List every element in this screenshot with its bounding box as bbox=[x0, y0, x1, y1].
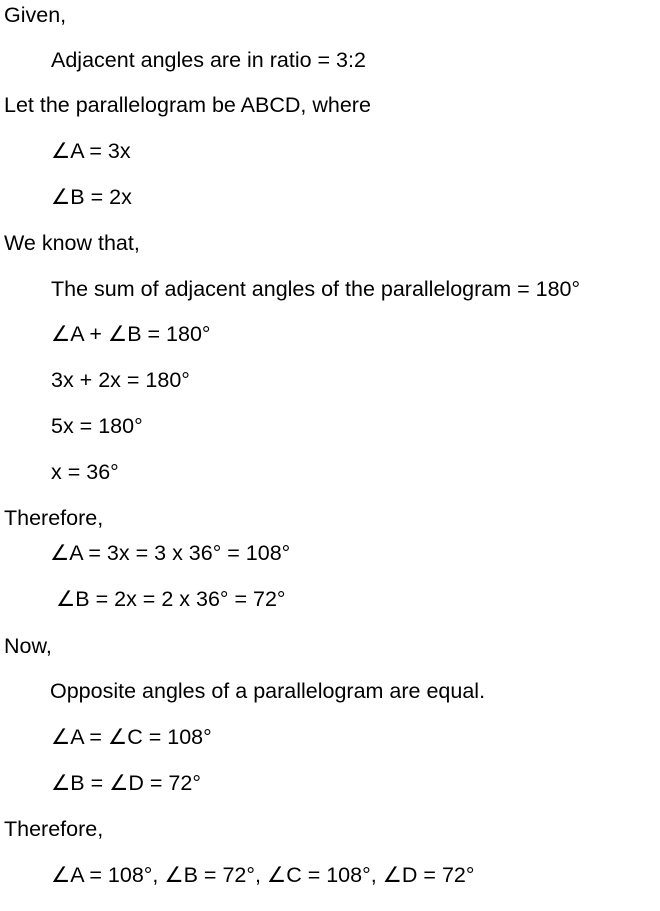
result-angle-b: ∠B = 2x = 2 x 36° = 72° bbox=[56, 587, 286, 611]
equation-solve-x: x = 36° bbox=[51, 460, 119, 484]
final-answer: ∠A = 108°, ∠B = 72°, ∠C = 108°, ∠D = 72° bbox=[51, 863, 475, 887]
know-heading: We know that, bbox=[4, 231, 140, 255]
given-heading: Given, bbox=[4, 3, 67, 27]
result-angle-a: ∠A = 3x = 3 x 36° = 108° bbox=[50, 541, 291, 565]
opposite-property: Opposite angles of a parallelogram are equal. bbox=[50, 679, 486, 703]
equation-sum: ∠A + ∠B = 180° bbox=[51, 322, 211, 346]
equation-b-equals-d: ∠B = ∠D = 72° bbox=[51, 771, 201, 795]
equation-a-equals-c: ∠A = ∠C = 108° bbox=[51, 725, 212, 749]
let-statement: Let the parallelogram be ABCD, where bbox=[4, 93, 371, 117]
ratio-statement: Adjacent angles are in ratio = 3:2 bbox=[51, 48, 366, 72]
equation-substitute: 3x + 2x = 180° bbox=[51, 368, 190, 392]
therefore-heading: Therefore, bbox=[4, 506, 104, 530]
sum-property: The sum of adjacent angles of the parallelogram = 180° bbox=[51, 277, 581, 301]
now-heading: Now, bbox=[4, 634, 52, 658]
equation-combine: 5x = 180° bbox=[51, 414, 143, 438]
angle-a-definition: ∠A = 3x bbox=[51, 139, 131, 163]
therefore-heading-final: Therefore, bbox=[4, 817, 104, 841]
angle-b-definition: ∠B = 2x bbox=[51, 185, 132, 209]
